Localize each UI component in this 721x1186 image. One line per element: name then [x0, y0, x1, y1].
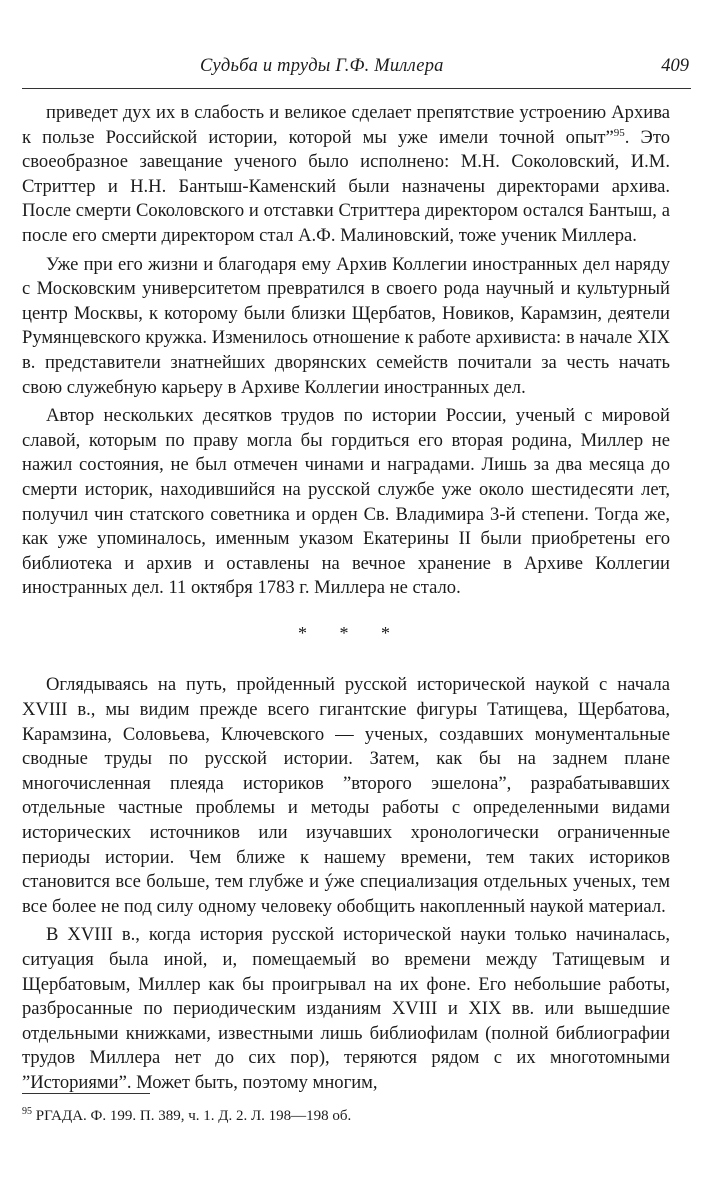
paragraph: Уже при его жизни и благодаря ему Архив Коллегии иностранных дел наряду с Московским университетом превратился в своего рода научный и культурный центр Москвы, к которому были близки Щербатов, Новиков, Карамзин, деятели Румянцевского кружка. Изменилось отношение к работе архивиста: в начале XIX в. представители знатнейших дворянских семейств почитали за честь начать свою служебную карьеру в Архиве Коллегии иностранных дел.: [22, 253, 670, 398]
running-title: Судьба и труды Г.Ф. Миллера: [200, 56, 444, 76]
footnote-number: 95: [22, 1106, 32, 1117]
footnote-reference[interactable]: 95: [613, 126, 625, 139]
paragraph-text: . Это своеобразное завещание ученого было исполнено: М.Н. Соколовский, И.М. Стриттер и Н.Н. Бантыш-Каменский были назначены директорами архива. После смерти Соколовского и отставки Стриттера директором остался Бантыш, а после его смерти директором стал А.Ф. Малиновский, тоже ученик Миллера.: [22, 126, 671, 246]
paragraph: Оглядываясь на путь, пройденный русской исторической наукой с начала XVIII в., мы видим прежде всего гигантские фигуры Татищева, Щербатова, Карамзина, Соловьева, Ключевского — ученых, создавших монументальные сводные труды по русской истории. Затем, как бы на заднем плане многочисленная плеяда историков ”второго эшелона”, разрабатывавших отдельные частные проблемы и методы работы с определенными видами исторических источников или изучавших хронологически ограниченные периоды истории. Чем ближе к нашему времени, тем таких историков становится все больше, тем глубже и ýже специализация отдельных ученых, тем все более не под силу одному человеку обобщить накопленный наукой материал.: [22, 674, 670, 917]
page-header: [22, 52, 691, 89]
footnote: [22, 1106, 672, 1126]
footnote-text: РГАДА. Ф. 199. П. 389, ч. 1. Д. 2. Л. 198—198 об.: [35, 1108, 352, 1124]
footnote-divider: [22, 1093, 150, 1094]
paragraph: Автор нескольких десятков трудов по истории России, ученый с мировой славой, которым по праву могла бы гордиться его вторая родина, Миллер не нажил состояния, не был отмечен чинами и наградами. Лишь за два месяца до смерти историк, находившийся на русской службе уже около шестидесяти лет, получил чин статского советника и орден Св. Владимира 3-й степени. Тогда же, как уже упоминалось, именным указом Екатерины II были приобретены его библиотека и архив и оставлены на вечное хранение в Архиве Коллегии иностранных дел. 11 октября 1783 г. Миллера не стало.: [22, 405, 670, 599]
section-separator: * * *: [298, 622, 404, 643]
paragraph: В XVIII в., когда история русской исторической науки только начиналась, ситуация была иной, и, помещаемый во времени между Татищевым и Щербатовым, Миллер как бы проигрывал на их фоне. Его небольшие работы, разбросанные по периодическим изданиям XVIII и XIX вв. или вышедшие отдельными книжками, известными лишь библиофилам (полной библиографии трудов Миллера нет до сих пор), теряются рядом с их многотомными ”Историями”. Может быть, поэтому многим,: [22, 924, 670, 1093]
paragraph: [22, 101, 670, 249]
body-text: [22, 101, 670, 1096]
page-number: 409: [661, 56, 689, 76]
paragraph-text: приведет дух их в слабость и великое сделает препятствие устроению Архива к пользе Российской истории, которой мы уже имели точной опыт”: [22, 102, 670, 148]
